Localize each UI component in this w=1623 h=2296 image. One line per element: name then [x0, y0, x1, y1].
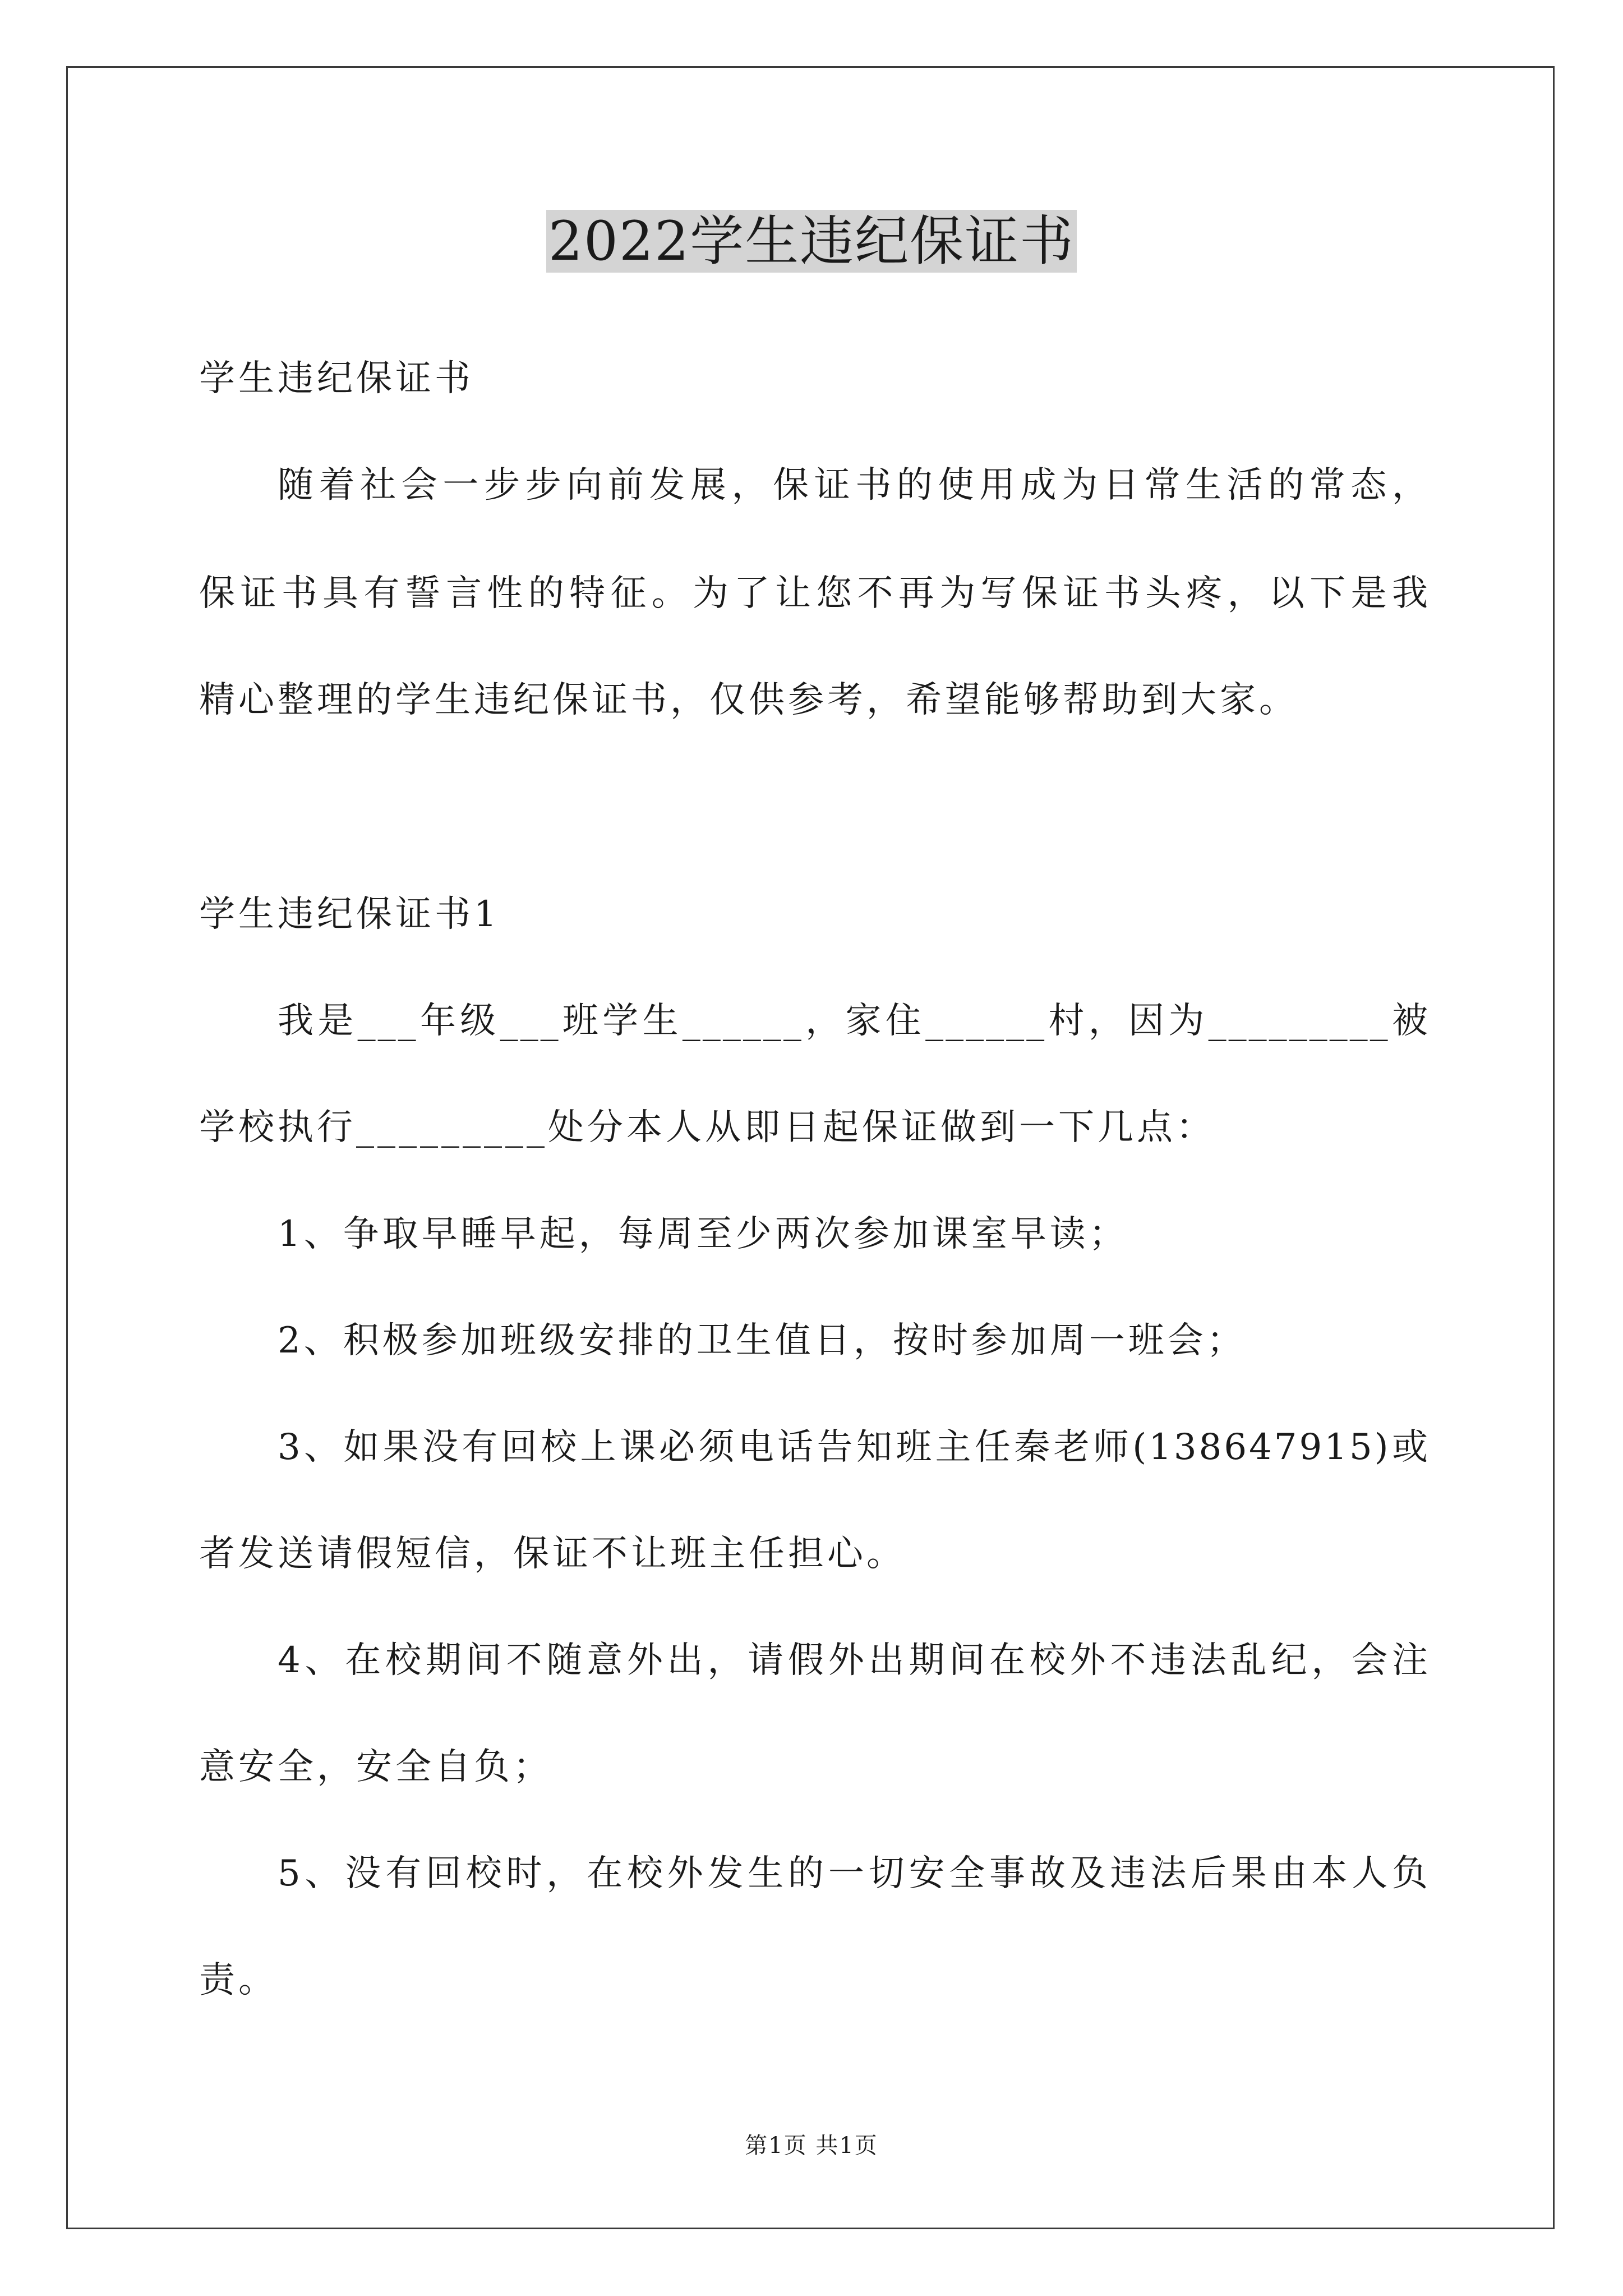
- body-line-5: 3、如果没有回校上课必须电话告知班主任秦老师(138647915)或: [278, 1427, 1430, 1468]
- body-line-2: 学校执行_________处分本人从即日起保证做到一下几点：: [199, 1107, 1215, 1148]
- body-line-1: 我是___年级___班学生______，家住______村，因为_________被: [278, 1000, 1430, 1042]
- subtitle: 学生违纪保证书: [199, 358, 474, 399]
- body-line-9: 5、没有回校时，在校外发生的一切安全事故及违法后果由本人负: [278, 1853, 1430, 1894]
- body-line-7: 4、在校期间不随意外出，请假外出期间在校外不违法乱纪，会注: [278, 1640, 1430, 1681]
- body-line-6: 者发送请假短信，保证不让班主任担心。: [199, 1533, 906, 1575]
- intro-line-1: 随着社会一步步向前发展，保证书的使用成为日常生活的常态，: [278, 464, 1430, 506]
- body-line-8: 意安全，安全自负；: [199, 1746, 552, 1788]
- intro-line-3: 精心整理的学生违纪保证书，仅供参考，希望能够帮助到大家。: [199, 679, 1298, 721]
- intro-line-2: 保证书具有誓言性的特征。为了让您不再为写保证书头疼，以下是我: [199, 573, 1430, 614]
- body-line-10: 责。: [199, 1959, 278, 2001]
- body-line-3: 1、争取早睡早起，每周至少两次参加课室早读；: [278, 1213, 1128, 1255]
- section-heading: 学生违纪保证书1: [199, 894, 500, 935]
- page-footer: 第1页 共1页: [745, 2133, 878, 2159]
- document-title: [0, 205, 1623, 278]
- body-line-4: 2、积极参加班级安排的卫生值日，按时参加周一班会；: [278, 1320, 1246, 1361]
- title-text: 2022学生违纪保证书: [546, 210, 1077, 273]
